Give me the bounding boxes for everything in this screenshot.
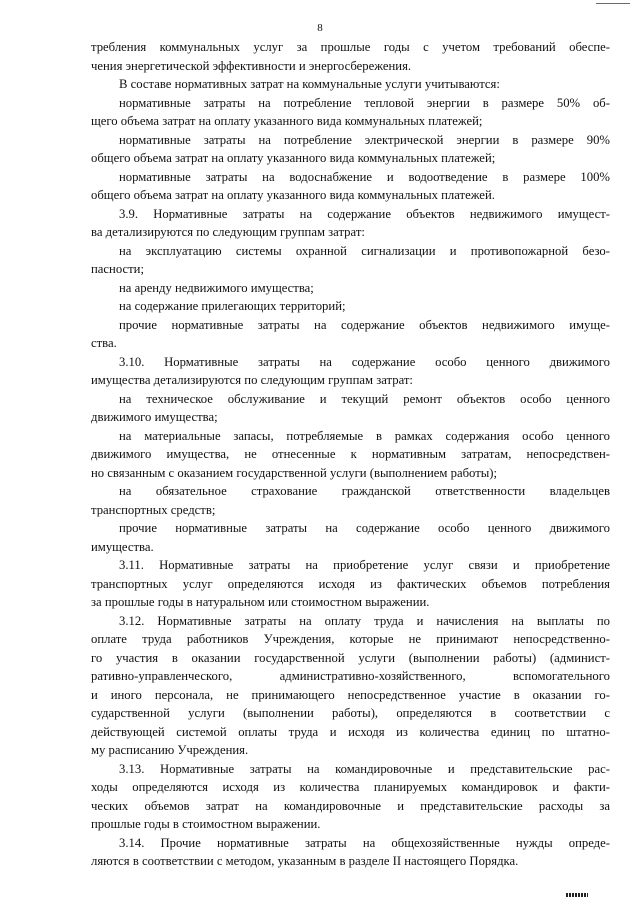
text-line: прочие нормативные затраты на содержание объектов недвижимого имуще- (119, 317, 610, 332)
text-line: прошлые годы в стоимостном выражении. (91, 817, 321, 831)
page-number: 8 (317, 22, 323, 34)
text-line: 3.14. Прочие нормативные затраты на общехозяйственные нужды опреде- (119, 835, 610, 850)
text-line: ходы определяются исходя из количества планируемых командировок и факти- (91, 780, 610, 794)
text-line: на содержание прилегающих территорий; (119, 299, 346, 313)
text-line: сударственной услуги (выполнении работы), определяются в соответствии с (91, 706, 610, 720)
text-line: за прошлые годы в натуральном или стоимостном выражении. (91, 595, 430, 609)
text-line: имущества. (91, 539, 154, 554)
text-line: 3.11. Нормативные затраты на приобретение услуг связи и приобретение (119, 558, 610, 572)
text-line: го участия в оказании государственной услуги (выполнении работы) (админист- (91, 650, 610, 665)
text-line: и иного персонала, не принимающего непосредственное участие в оказании го- (91, 687, 610, 702)
text-line: на материальные запасы, потребляемые в рамках содержания особо ценного (119, 428, 610, 443)
text-line: но связанным с оказанием государственной услуги (выполнением работы); (91, 465, 498, 480)
text-line: ческих объемов затрат на командировочные и представительские расходы за (91, 798, 610, 813)
text-line: на аренду недвижимого имущества; (119, 280, 314, 295)
text-line: общего объема затрат на оплату указанного вида коммунальных платежей. (91, 188, 495, 202)
text-line: пасности; (91, 262, 144, 276)
text-line: прочие нормативные затраты на содержание особо ценного движимого (119, 521, 610, 535)
text-line: движимого имущества, не отнесенные к нормативным затратам, непосредствен- (91, 447, 610, 461)
scan-edge-mark (596, 3, 630, 4)
text-line: чения энергетической эффективности и энергосбережения. (91, 58, 412, 73)
text-line: 3.9. Нормативные затраты на содержание объектов недвижимого имущест- (119, 206, 610, 221)
text-line: нормативные затраты на потребление тепловой энергии в размере 50% об- (119, 95, 610, 110)
text-line: 3.12. Нормативные затраты на оплату труда и начисления на выплаты по (119, 613, 610, 628)
text-line: 3.13. Нормативные затраты на командировочные и представительские рас- (119, 761, 610, 776)
text-line: щего объема затрат на оплату указанного вида коммунальных платежей; (91, 114, 483, 128)
text-line: транспортных услуг определяются исходя из фактических объемов потребления (91, 576, 610, 591)
text-line: транспортных средств; (91, 502, 216, 517)
text-line: действующей системой оплаты труда и исходя из количества единиц по штатно- (91, 724, 610, 739)
text-line: на эксплуатацию системы охранной сигнализации и противопожарной безо- (119, 243, 610, 258)
text-line: В составе нормативных затрат на коммунальные услуги учитываются: (119, 77, 500, 91)
scan-barcode-mark (566, 893, 588, 897)
text-line: общего объема затрат на оплату указанного вида коммунальных платежей; (91, 151, 496, 165)
text-line: ляются в соответствии с методом, указанным в разделе II настоящего Порядка. (91, 854, 519, 868)
text-line: ративно-управленческого, административно-хозяйственного, вспомогательного (91, 669, 610, 683)
text-line: оплате труда работников Учреждения, которые не принимают непосредственно- (91, 632, 610, 646)
document-text (91, 38, 610, 871)
text-line: му расписанию Учреждения. (91, 743, 249, 757)
text-line: 3.10. Нормативные затраты на содержание особо ценного движимого (119, 354, 610, 369)
text-line: требления коммунальных услуг за прошлые годы с учетом требований обеспе- (91, 40, 610, 54)
text-line: нормативные затраты на потребление электрической энергии в размере 90% (119, 132, 610, 147)
text-line: ва детализируются по следующим группам затрат: (91, 225, 365, 239)
text-line: ства. (91, 336, 117, 350)
text-line: на обязательное страхование гражданской ответственности владельцев (119, 484, 610, 498)
text-line: на техническое обслуживание и текущий ремонт объектов особо ценного (119, 391, 610, 406)
text-line: движимого имущества; (91, 410, 218, 424)
text-line: имущества детализируются по следующим группам затрат: (91, 373, 413, 387)
text-line: нормативные затраты на водоснабжение и водоотведение в размере 100% (119, 169, 610, 184)
